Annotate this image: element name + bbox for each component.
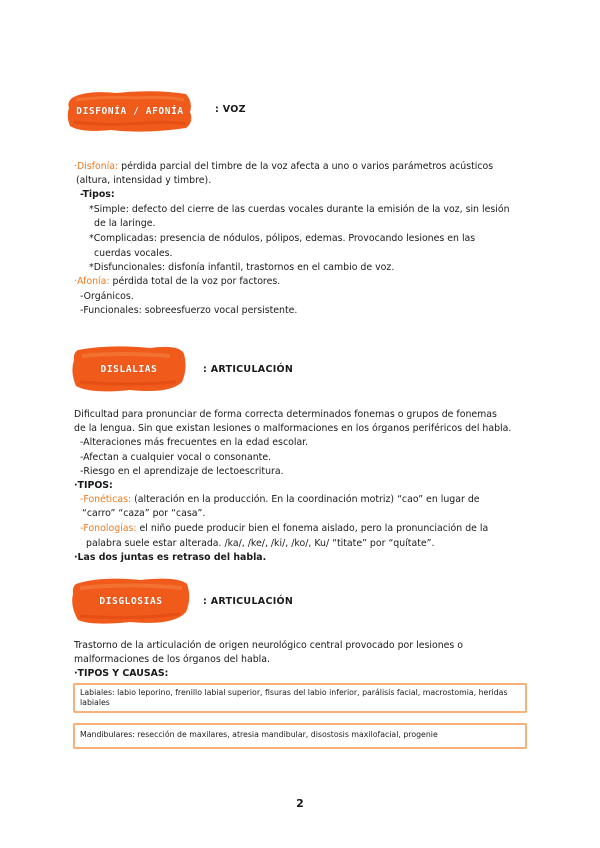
section-tag-disfonia: DISFONÍA / AFONÍA — [66, 88, 194, 134]
text-line: -Fonologías: el niño puede producir bien el fonema aislado, pero la pronunciación de la — [80, 523, 489, 534]
section-title-articulacion: : ARTICULACIÓN — [203, 364, 294, 375]
text-line: de la laringe. — [94, 218, 156, 229]
text-line: “carro” “caza” por “casa”. — [82, 508, 206, 519]
text-line: -Riesgo en el aprendizaje de lectoescritura. — [80, 466, 284, 477]
section-title-voz: : VOZ — [215, 104, 246, 115]
text-line: Trastorno de la articulación de origen neurológico central provocado por lesiones o — [74, 640, 464, 651]
text-line: *Disfuncionales: disfonía infantil, trastornos en el cambio de voz. — [89, 262, 395, 273]
text-line: palabra suele estar alterada. /ka/, /ke/, /ki/, /ko/, Ku/ “titate” por “quítate”. — [86, 538, 435, 549]
text-line: -Orgánicos. — [80, 291, 134, 302]
text-line: Dificultad para pronunciar de forma correcta determinados fonemas o grupos de fonemas — [74, 409, 497, 420]
section-tag-disglosias: DISGLOSIAS — [70, 574, 192, 628]
page-number: 2 — [296, 797, 304, 810]
text-line: ·Disfonía: pérdida parcial del timbre de la voz afecta a uno o varios parámetros acústicos — [74, 161, 494, 172]
text-line: -Funcionales: sobreesfuerzo vocal persistente. — [80, 305, 298, 316]
text-line: malformaciones de los órganos del habla. — [74, 654, 270, 665]
text-line: -Tipos: — [80, 189, 115, 200]
text-line: ·Afonía: pérdida total de la voz por factores. — [74, 276, 281, 287]
text-line: cuerdas vocales. — [94, 248, 173, 259]
text-line: -Afectan a cualquier vocal o consonante. — [80, 452, 272, 463]
text-line: ·Las dos juntas es retraso del habla. — [74, 552, 267, 563]
text-line: de la lengua. Sin que existan lesiones o malformaciones en los órganos periféricos del habla. — [74, 423, 512, 434]
text-line: (altura, intensidad y timbre). — [76, 175, 212, 186]
section-title-articulacion-2: : ARTICULACIÓN — [203, 596, 294, 607]
text-line: -Alteraciones más frecuentes en la edad escolar. — [80, 437, 309, 448]
text-line: ·TIPOS: — [74, 480, 113, 491]
text-line: -Fonéticas: (alteración en la producción. En la coordinación motriz) “cao” en lugar de — [80, 494, 480, 505]
text-line: *Complicadas: presencia de nódulos, pólipos, edemas. Provocando lesiones en las — [89, 233, 476, 244]
text-line: ·TIPOS Y CAUSAS: — [74, 668, 169, 679]
causes-box-labiales: Labiales: labio leporino, frenillo labial superior, fisuras del labio inferior, parálisis facial, macrostomia, heridas labiales — [73, 683, 527, 713]
causes-box-mandibulares: Mandibulares: resección de maxilares, atresia mandibular, disostosis maxilofacial, progenie — [73, 723, 527, 749]
section-tag-dislalias: DISLALIAS — [70, 342, 188, 396]
text-line: *Simple: defecto del cierre de las cuerdas vocales durante la emisión de la voz, sin lesión — [89, 204, 510, 215]
